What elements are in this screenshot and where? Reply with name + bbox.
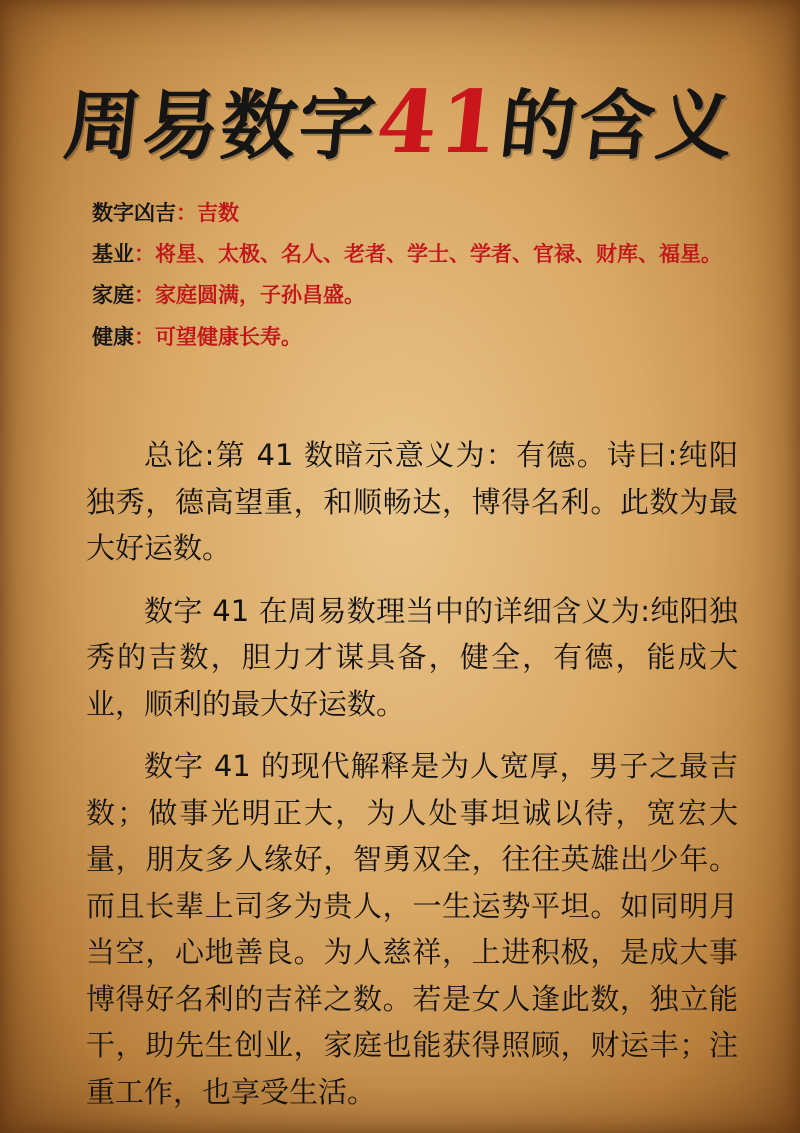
info-value: 可望健康长寿。 [155,324,302,349]
info-row-family: 家庭：家庭圆满，子孙昌盛。 [92,282,365,307]
info-value: 吉数 [197,200,239,225]
article-body [86,432,738,1131]
paragraph-modern: 数字 41 的现代解释是为人宽厚，男子之最吉数；做事光明正大，为人处事坦诚以待，宽宏大量，朋友多人缘好，智勇双全，往往英雄出少年。而且长辈上司多为贵人，一生运势平坦。如同明月当空，心地善良。为人慈祥，上进积极，是成大事博得好名利的吉祥之数。若是女人逢此数，独立能干，助先生创业，家庭也能获得照顾，财运丰；注重工作，也享受生活。 [86,749,738,1109]
info-row-career: 基业：将星、太极、名人、老者、学士、学者、官禄、财库、福星。 [92,241,722,266]
paragraph-detail: 数字 41 在周易数理当中的详细含义为:纯阳独秀的吉数，胆力才谋具备，健全，有德，能成大业，顺利的最大好运数。 [86,593,738,721]
title-suffix: 的含义 [495,81,740,170]
info-label: 家庭 [92,282,134,307]
title-number: 41 [371,72,507,173]
info-section [92,192,740,358]
page-title [0,68,800,178]
info-label: 健康 [92,324,134,349]
info-value: 家庭圆满，子孙昌盛。 [155,282,365,307]
info-row-fortune: 数字凶吉：吉数 [92,200,239,225]
info-value: 将星、太极、名人、老者、学士、学者、官禄、财库、福星。 [155,241,722,266]
info-label: 数字凶吉 [92,200,176,225]
info-row-health: 健康：可望健康长寿。 [92,324,302,349]
paragraph-summary: 总论:第 41 数暗示意义为：有德。诗曰:纯阳独秀，德高望重，和顺畅达，博得名利。此数为最大好运数。 [86,438,738,565]
title-prefix: 周易数字 [60,81,382,170]
info-label: 基业 [92,241,134,266]
